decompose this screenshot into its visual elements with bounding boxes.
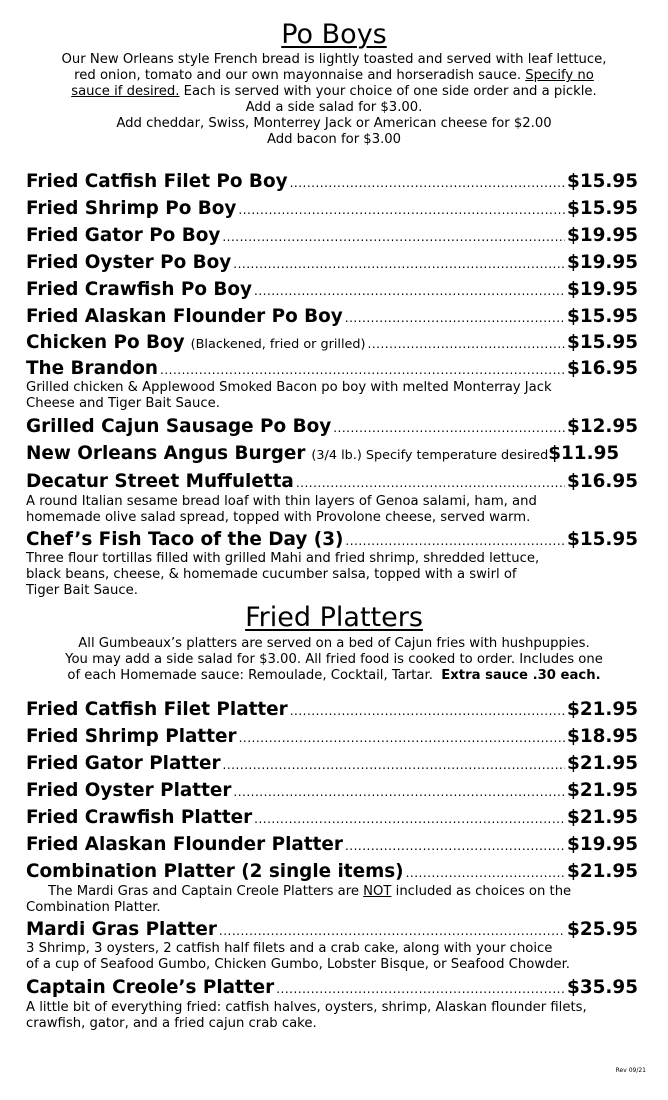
revision-note: Rev 09/21 [615,1067,646,1074]
menu-item [26,697,638,724]
dot-leader [345,833,565,859]
menu-item [26,832,638,859]
menu-item [26,277,638,304]
dot-leader [223,752,566,778]
item-price: $21.95 [567,699,638,720]
dot-leader [368,332,566,356]
item-name: Fried Oyster Po Boy [26,252,232,273]
item-description: A little bit of everything fried: catfish halves, oysters, shrimp, Alaskan flounder filets, crawfish, gator, and a fried cajun crab cake. [26,1000,587,1031]
item-note: (3/4 lb.) Specify temperature desired [311,448,549,463]
item-price: $16.95 [567,471,638,492]
dot-leader [254,278,565,304]
no-sauce-note: Specify no sauce if desired. [71,68,594,99]
item-price: $18.95 [567,726,638,747]
menu-item [26,414,638,441]
dot-leader [290,698,565,724]
item-name: Combination Platter (2 single items) [26,861,404,882]
item-description: 3 Shrimp, 3 oysters, 2 catfish half filets and a crab cake, along with your choice of a cup of Seafood Gumbo, Chicken Gumbo, Lobster Bisque, or Seafood Chowder. [26,941,570,972]
dot-leader [406,860,565,886]
dot-leader [296,470,565,496]
menu-item [26,975,638,1002]
dot-leader [345,529,565,553]
item-name: Fried Shrimp Po Boy [26,198,237,219]
item-price: $21.95 [567,807,638,828]
item-price: $21.95 [567,753,638,774]
cheese-addon: Add cheddar, Swiss, Monterrey Jack or American cheese for $2.00 [116,116,552,131]
fried-platters-list [26,697,638,1034]
item-price: $25.95 [567,919,638,940]
item-description: Three flour tortillas filled with grilled Mahi and fried shrimp, shredded lettuce, black beans, cheese, & homemade cucumber salsa, topped with a swirl of Tiger Bait Sauce. [26,551,540,598]
item-name: Fried Oyster Platter [26,780,232,801]
item-description: Grilled chicken & Applewood Smoked Bacon po boy with melted Monterray Jack Cheese and Tiger Bait Sauce. [26,380,552,411]
item-price: $16.95 [567,358,638,379]
item-price: $19.95 [567,252,638,273]
menu-item [26,250,638,277]
menu-item [26,724,638,751]
bacon-addon: Add bacon for $3.00 [266,132,402,147]
item-name: Chicken Po Boy [26,332,185,353]
item-name: Fried Gator Platter [26,753,221,774]
item-description: A round Italian sesame bread loaf with thin layers of Genoa salami, ham, and homemade olive salad spread, topped with Provolone cheese, served warm. [26,494,537,525]
po-boys-title: Po Boys [281,19,387,50]
item-name: Fried Shrimp Platter [26,726,237,747]
menu-item [26,223,638,250]
item-price: $19.95 [567,279,638,300]
dot-leader [254,806,565,832]
item-name: New Orleans Angus Burger [26,443,306,464]
item-price: $21.95 [567,780,638,801]
item-price: $11.95 [548,443,620,464]
dot-leader [238,197,565,223]
item-price: $15.95 [567,171,638,192]
item-price: $19.95 [567,225,638,246]
item-name: Fried Alaskan Flounder Platter [26,834,343,855]
dot-leader [239,725,565,751]
dot-leader [345,305,565,331]
menu-item [26,751,638,778]
item-name: Fried Catfish Filet Platter [26,699,288,720]
menu-item [26,441,638,469]
item-name: Decatur Street Muffuletta [26,471,294,492]
item-price: $12.95 [567,416,638,437]
menu-item [26,196,638,223]
menu-item [26,859,638,886]
dot-leader [276,976,565,1002]
fried-platters-intro: All Gumbeaux’s platters are served on a bed of Cajun fries with hushpuppies. You may add a side salad for $3.00. All fried food is cooked to order. Includes one of each Homemade sauce: Remoulade, Cocktail, Tartar. Extra sauce .30 each. [65,636,603,683]
item-name: Grilled Cajun Sausage Po Boy [26,416,332,437]
dot-leader [219,919,565,943]
menu-item [26,778,638,805]
item-note: (Blackened, fried or grilled) [190,337,366,352]
po-boys-intro: Our New Orleans style French bread is lightly toasted and served with leaf lettuce, red onion, tomato and our own mayonnaise and horseradish sauce. Specify no sauce if desired. Each is served with your choice of one side order and a pickle. Add a side salad for $3.00. Add cheddar, Swiss, Monterrey Jack or American cheese for $2.00 Add bacon for $3.00 [61,52,607,147]
item-price: $15.95 [567,332,638,353]
menu-item [26,331,638,357]
item-name: Mardi Gras Platter [26,919,217,940]
item-name: The Brandon [26,358,158,379]
dot-leader [333,415,565,441]
fried-platters-title: Fried Platters [245,602,423,633]
item-name: Fried Catfish Filet Po Boy [26,171,288,192]
dot-leader [222,224,565,250]
item-name: Captain Creole’s Platter [26,977,275,998]
item-name: Chef’s Fish Taco of the Day (3) [26,529,344,550]
item-price: $21.95 [567,861,638,882]
po-boys-list [26,169,638,601]
menu-item [26,805,638,832]
dot-leader [160,358,565,382]
item-price: $15.95 [567,198,638,219]
item-name: Fried Crawfish Platter [26,807,253,828]
item-name: Fried Crawfish Po Boy [26,279,252,300]
extra-sauce-note: Extra sauce .30 each. [441,668,601,683]
item-description: The Mardi Gras and Captain Creole Platters are NOT included as choices on the Combination Platter. [26,884,572,915]
item-price: $15.95 [567,306,638,327]
menu-item [26,918,638,943]
menu-item [26,528,638,553]
menu-item [26,357,638,382]
dot-leader [290,170,565,196]
item-price: $15.95 [567,529,638,550]
item-name: Fried Gator Po Boy [26,225,221,246]
item-price: $19.95 [567,834,638,855]
dot-leader [233,779,565,805]
menu-item [26,304,638,331]
menu-item [26,169,638,196]
dot-leader [233,251,565,277]
item-price: $35.95 [567,977,638,998]
item-name: Fried Alaskan Flounder Po Boy [26,306,343,327]
menu-item [26,469,638,496]
